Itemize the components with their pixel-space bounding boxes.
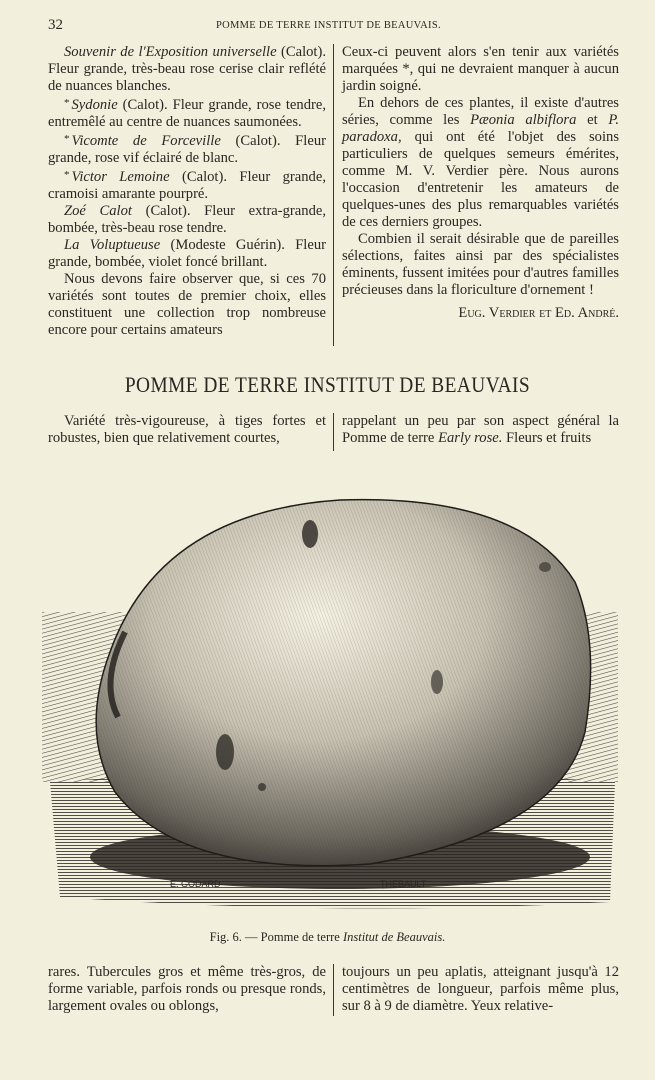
variety-entry: * Victor Lemoine (Calot). Fleur grande, cramoisi amarante pourpré. <box>48 169 326 202</box>
engraver-signature: E. GODARD <box>170 879 221 889</box>
body-paragraph: Variété très-vigoureuse, à tiges fortes et robustes, bien que relativement courtes, <box>48 413 326 446</box>
variety-entry: Zoé Calot (Calot). Fleur extra-grande, bombée, très-beau rose tendre. <box>48 203 326 236</box>
column-divider <box>333 413 334 451</box>
body-paragraph: rares. Tubercules gros et même très-gros, de forme variable, parfois ronds ou presque ronds, largement ovales ou oblongs, <box>48 964 326 1014</box>
figure-caption: Fig. 6. — Pomme de terre Institut de Beauvais. <box>209 930 446 944</box>
intro-right-column <box>342 413 619 447</box>
top-left-column <box>48 44 326 339</box>
potato-engraving <box>40 472 620 922</box>
column-divider <box>333 964 334 1016</box>
body-paragraph: Combien il serait désirable que de pareilles sélections, faites ainsi par des spécialistes éminents, fussent imitées pour d'autres familles précieuses dans la floriculture d'ornement ! <box>342 231 619 298</box>
body-paragraph: Ceux-ci peuvent alors s'en tenir aux variétés marquées *, qui ne devraient manquer à aucun jardin soigné. <box>342 44 619 94</box>
article-title: POMME DE TERRE INSTITUT DE BEAUVAIS <box>124 372 531 397</box>
page-number: 32 <box>48 17 63 33</box>
variety-entry: Souvenir de l'Exposition universelle (Calot). Fleur grande, très-beau rose cerise clair reflété de nuances blanches. <box>48 44 326 94</box>
engraver-signature: THEBAULT <box>380 879 427 889</box>
bottom-right-column <box>342 964 619 1015</box>
body-paragraph: Nous devons faire observer que, si ces 70 variétés sont toutes de premier choix, elles constituent une collection trop nombreuse encore pour certains amateurs <box>48 271 326 338</box>
body-paragraph: rappelant un peu par son aspect général la Pomme de terre Early rose. Fleurs et fruits <box>342 413 619 446</box>
running-head: POMME DE TERRE INSTITUT DE BEAUVAIS. <box>216 20 441 31</box>
intro-left-column <box>48 413 326 447</box>
page-header <box>48 17 618 35</box>
top-right-column <box>342 44 619 322</box>
variety-entry: La Voluptueuse (Modeste Guérin). Fleur grande, bombée, violet foncé brillant. <box>48 237 326 270</box>
variety-entry: * Vicomte de Forceville (Calot). Fleur grande, rose vif éclairé de blanc. <box>48 133 326 166</box>
body-paragraph: En dehors de ces plantes, il existe d'autres séries, comme les Pæonia albiflora et P. paradoxa, qui ont été l'objet des soins particuliers de quelques semeurs émérites, comme M. V. Verdier père. Nous aurons l'occasion d'entretenir les amateurs de quelques-unes des plus remarquables variétés de ces derniers groupes. <box>342 95 619 230</box>
potato-illustration <box>40 472 620 922</box>
variety-entry: * Sydonie (Calot). Fleur grande, rose tendre, entremêlé au centre de nuances saumonées. <box>48 97 326 130</box>
column-divider <box>333 44 334 346</box>
body-paragraph: toujours un peu aplatis, atteignant jusqu'à 12 centimètres de longueur, parfois même plus, sur 8 à 9 de diamètre. Yeux relative- <box>342 964 619 1014</box>
author-signature: Eug. Verdier et Ed. André. <box>458 305 619 321</box>
bottom-left-column <box>48 964 326 1015</box>
